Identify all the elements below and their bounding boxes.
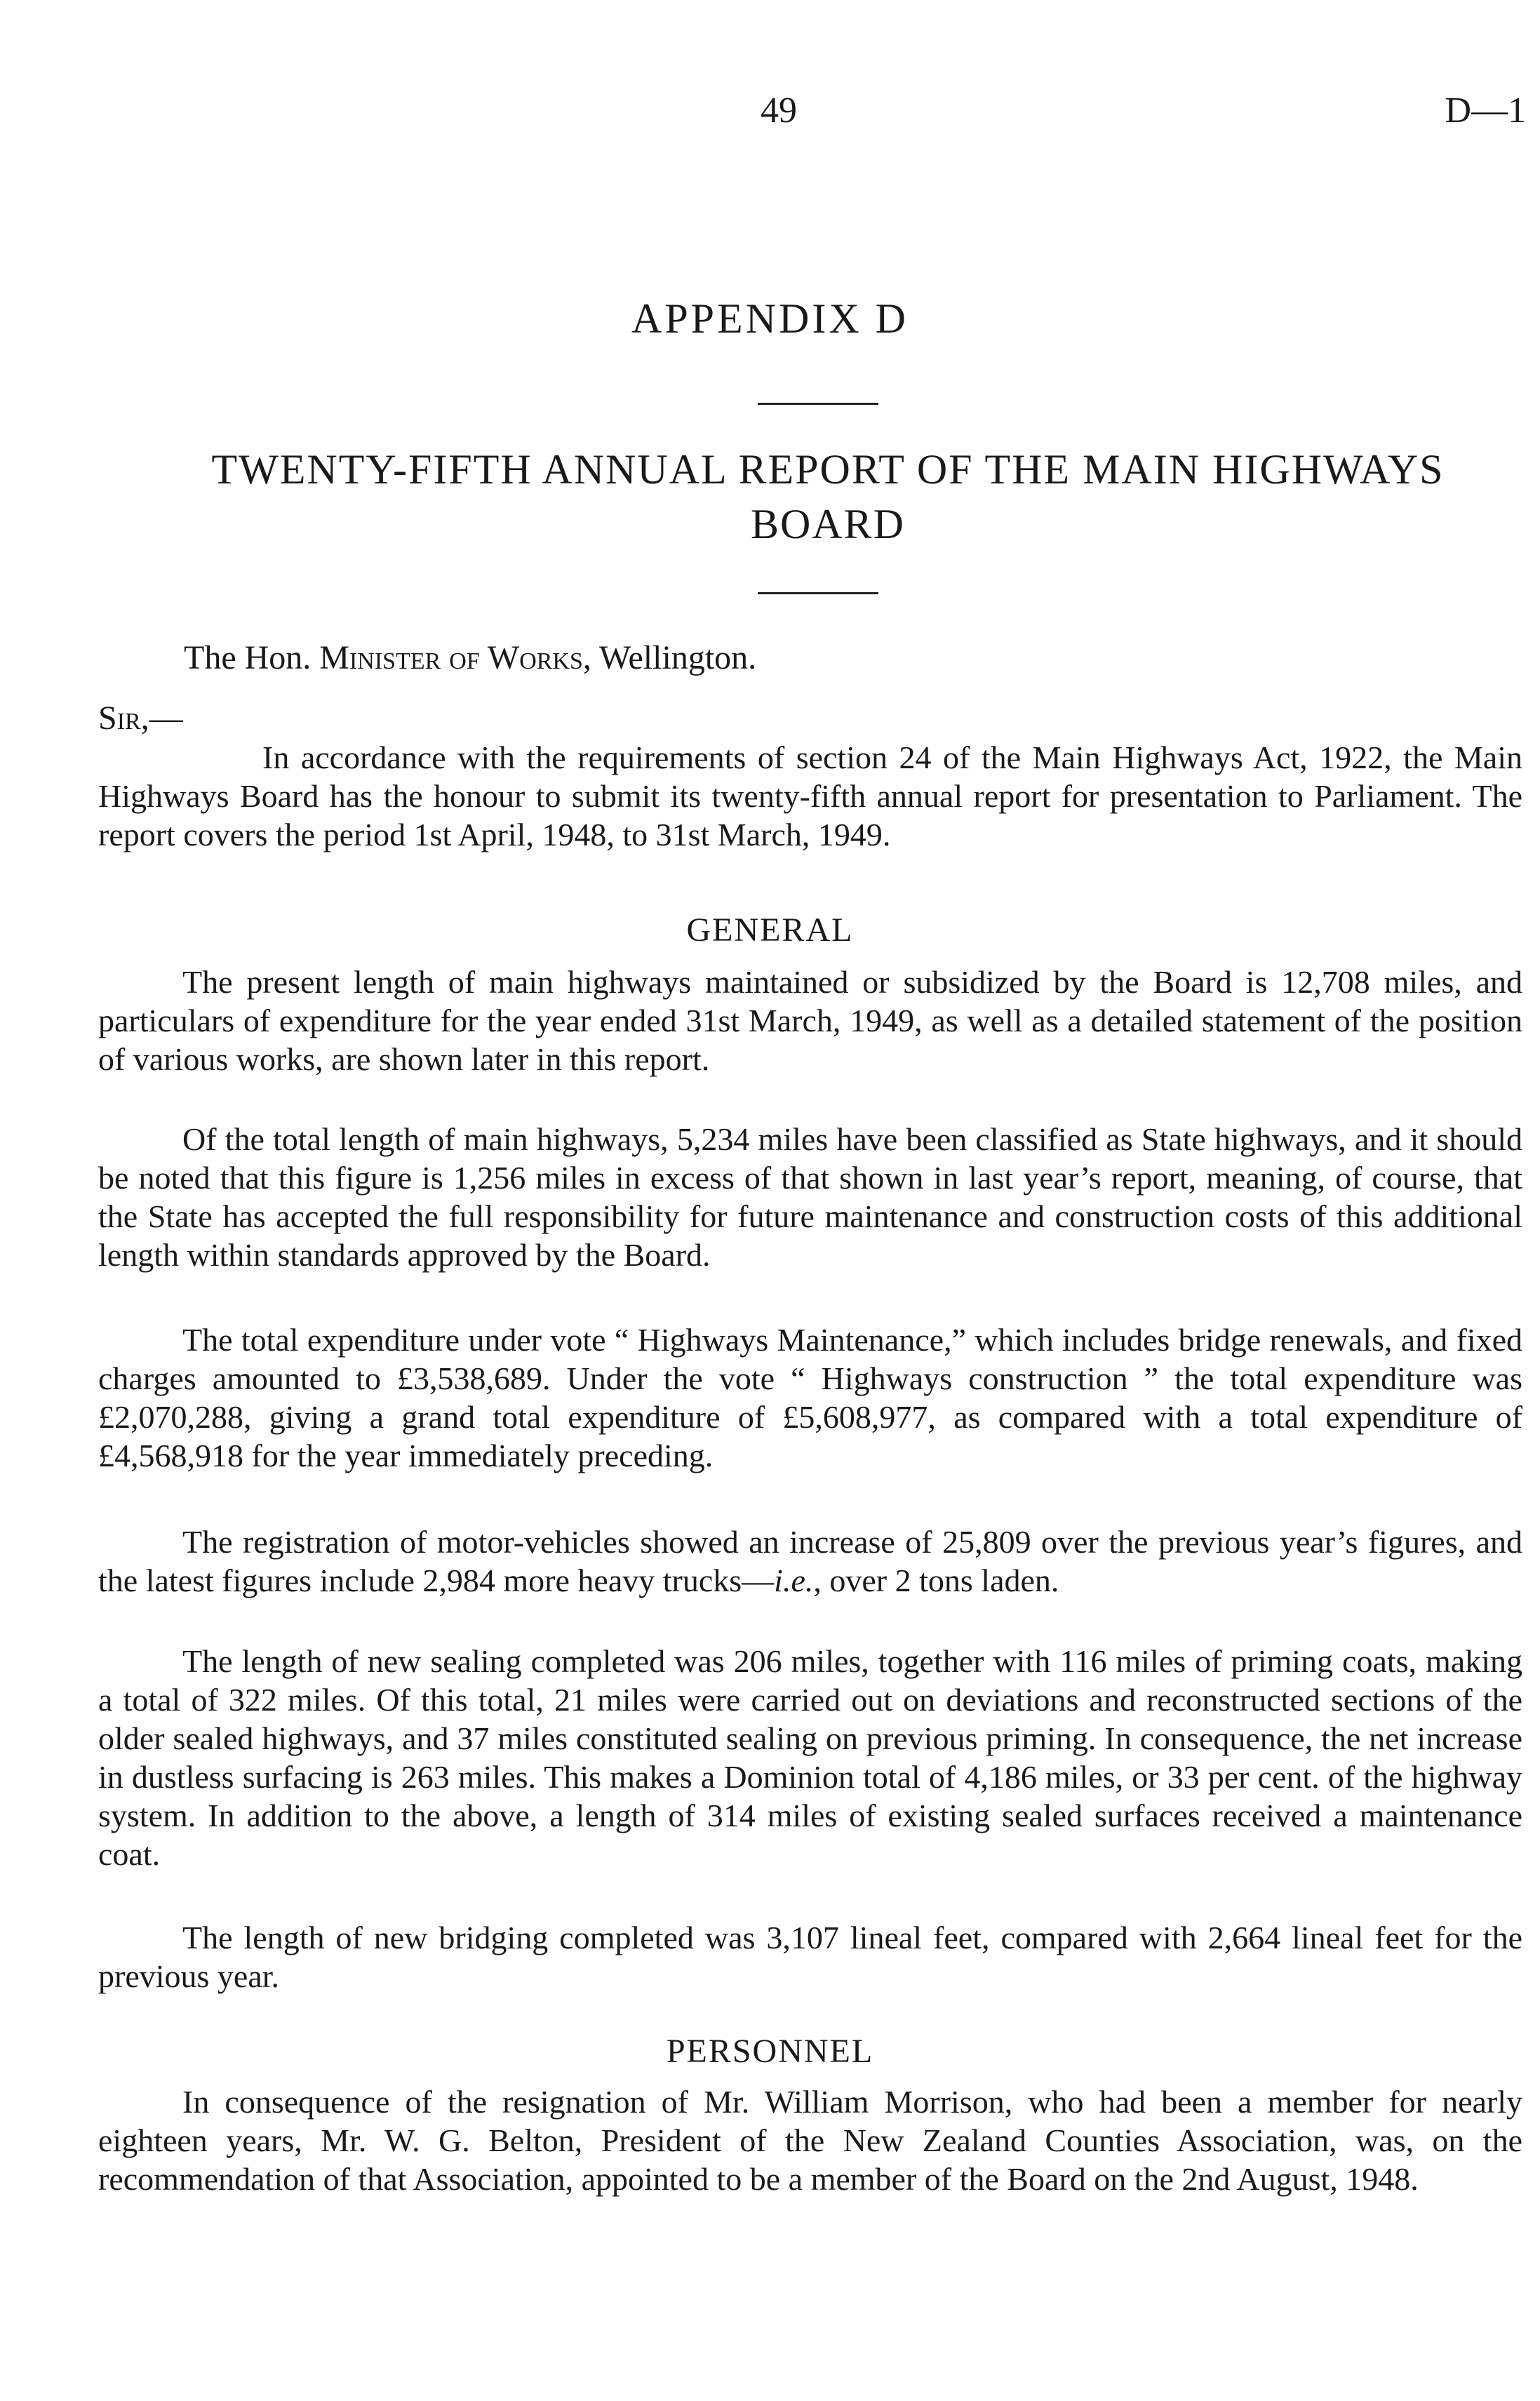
heading-personnel: PERSONNEL xyxy=(666,2033,874,2070)
salutation: Sir,— xyxy=(98,700,183,737)
general-paragraph-4-text-a: The registration of motor-vehicles showed an increase of 25,809 over the previous year’s figures, and the latest figures include 2,984 more heavy trucks— xyxy=(98,1524,1522,1598)
general-paragraph-2: Of the total length of main highways, 5,234 miles have been classified as State highways, and it should be noted that this figure is 1,256 miles in excess of that shown in last year’s report, meaning, of course, that the State has accepted the full responsibility for future maintenance and construction costs of this additional length within standards approved by the Board. xyxy=(98,1121,1522,1273)
general-paragraph-6: The length of new bridging completed was 3,107 lineal feet, compared with 2,664 lineal feet for the previous year. xyxy=(98,1920,1522,1994)
page-number: 49 xyxy=(761,91,797,131)
page-header xyxy=(0,90,1540,146)
report-title: TWENTY-FIFTH ANNUAL REPORT OF THE MAIN HIGHWAYS BOARD xyxy=(211,446,1445,547)
title-divider-top xyxy=(758,403,878,405)
title-divider-bottom xyxy=(758,592,878,594)
addressee-prefix: The Hon. xyxy=(184,639,320,676)
addressee-suffix: , Wellington. xyxy=(582,639,757,676)
general-paragraph-5: The length of new sealing completed was 206 miles, together with 116 miles of priming coats, making a total of 322 miles. Of this total, 21 miles were carried out on deviations and reconstructed sections of the older sealed highways, and 37 miles constituted sealing on previous priming. In consequence, the net increase in dustless surfacing is 263 miles. This makes a Dominion total of 4,186 miles, or 33 per cent. of the highway system. In addition to the above, a length of 314 miles of existing sealed surfaces received a maintenance coat. xyxy=(98,1643,1522,1872)
general-paragraph-4-italic: i.e. xyxy=(774,1563,814,1598)
personnel-paragraph-1: In consequence of the resignation of Mr. William Morrison, who had been a member for nearly eighteen years, Mr. W. G. Belton, President of the New Zealand Counties Association, was, on the recommendation of that Association, appointed to be a member of the Board on the 2nd August, 1948. xyxy=(98,2084,1522,2197)
document-code: D—1 xyxy=(1445,91,1526,131)
general-paragraph-4 xyxy=(98,1523,1522,1600)
appendix-title: APPENDIX D xyxy=(631,295,909,342)
general-paragraph-3: The total expenditure under vote “ Highways Maintenance,” which includes bridge renewals, and fixed charges amounted to £3,538,689. Under the vote “ Highways construction ” the total expenditure was £2,070,288, giving a grand total expenditure of £5,608,977, as compared with a total expenditure of £4,568,918 for the year immediately preceding. xyxy=(98,1322,1522,1473)
general-paragraph-4-text-b: , over 2 tons laden. xyxy=(813,1563,1059,1598)
addressee-office: Minister of Works xyxy=(319,639,583,676)
heading-general: GENERAL xyxy=(686,911,854,949)
general-paragraph-1: The present length of main highways maintained or subsidized by the Board is 12,708 miles, and particulars of expenditure for the year ended 31st March, 1949, as well as a detailed statement of the position of various works, are shown later in this report. xyxy=(98,964,1522,1077)
addressee xyxy=(184,638,756,677)
intro-paragraph: In accordance with the requirements of section 24 of the Main Highways Act, 1922, the Main Highways Board has the honour to submit its twenty-fifth annual report for presentation to Parliament. The report covers the period 1st April, 1948, to 31st March, 1949. xyxy=(98,740,1522,852)
